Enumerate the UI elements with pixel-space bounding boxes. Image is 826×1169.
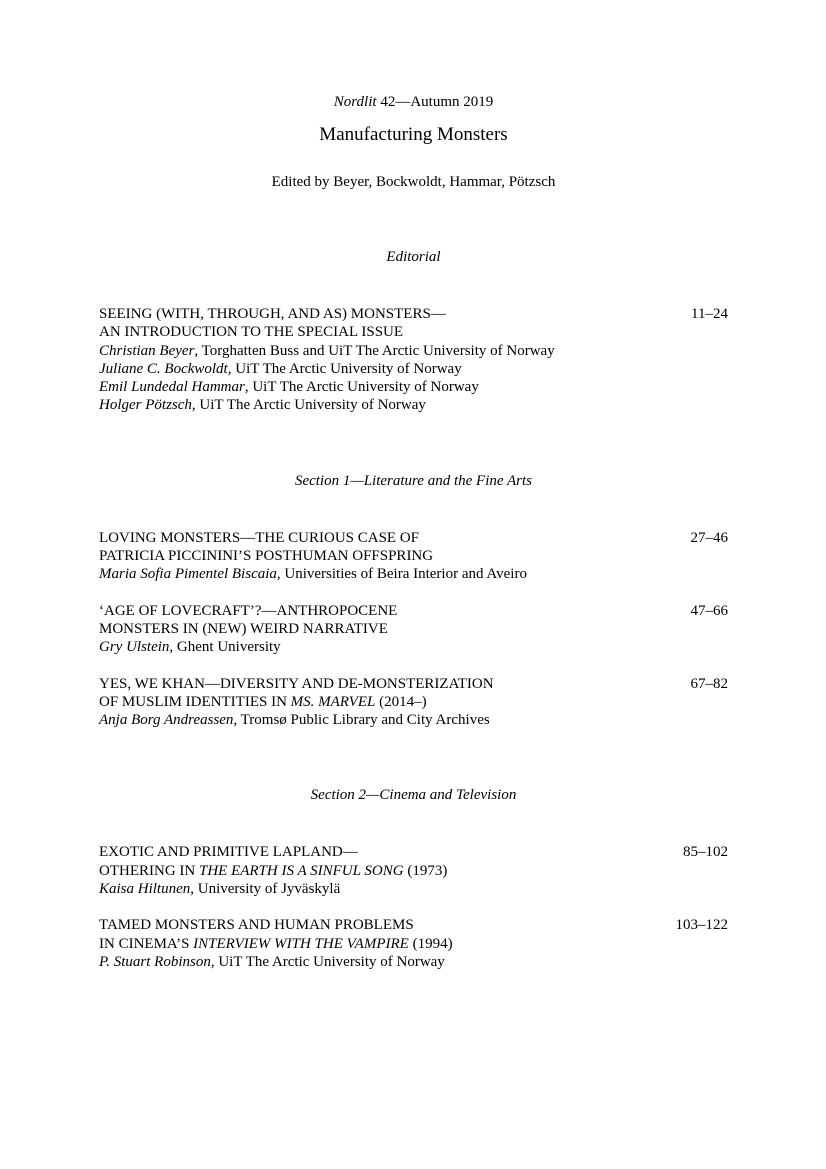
entry-main bbox=[99, 675, 679, 730]
entry-author-line bbox=[99, 360, 679, 378]
toc-sections bbox=[99, 248, 728, 971]
toc-entry bbox=[99, 916, 728, 971]
entry-page-range: 67–82 bbox=[690, 675, 728, 692]
entry-main bbox=[99, 602, 679, 657]
volume-title: Manufacturing Monsters bbox=[319, 124, 508, 145]
entry-page-range: 103–122 bbox=[675, 917, 728, 934]
entry-title bbox=[99, 529, 679, 566]
plain-text: OTHERING IN bbox=[99, 862, 199, 879]
plain-text: EXOTIC AND PRIMITIVE LAPLAND— bbox=[99, 844, 358, 861]
italic-text: P. Stuart Robinson bbox=[99, 953, 211, 970]
plain-text: OF MUSLIM IDENTITIES IN bbox=[99, 693, 291, 710]
entry-title-line bbox=[99, 620, 679, 638]
entry-title-line bbox=[99, 529, 679, 547]
italic-text: Nordlit bbox=[333, 94, 377, 110]
plain-text: (1973) bbox=[403, 862, 448, 879]
section-heading: Editorial bbox=[386, 249, 441, 265]
entry-title-line bbox=[99, 843, 671, 861]
plain-text: , Universities of Beira Interior and Aveiro bbox=[276, 566, 527, 583]
entry-title-line bbox=[99, 693, 679, 711]
plain-text: PATRICIA PICCININI’S POSTHUMAN OFFSPRING bbox=[99, 548, 434, 565]
plain-text: , Torghatten Buss and UiT The Arctic University of Norway bbox=[194, 342, 555, 359]
plain-text: , UiT The Arctic University of Norway bbox=[210, 953, 445, 970]
italic-text: Emil Lundedal Hammar bbox=[99, 379, 245, 396]
plain-text: MONSTERS IN (NEW) WEIRD NARRATIVE bbox=[99, 620, 388, 637]
entry-title bbox=[99, 916, 664, 953]
italic-text: Holger Pötzsch bbox=[99, 397, 192, 414]
italic-text: Anja Borg Andreassen bbox=[99, 712, 234, 729]
italic-text: Kaisa Hiltunen bbox=[99, 881, 191, 898]
entry-page-range: 47–66 bbox=[690, 602, 728, 619]
entry-main bbox=[99, 305, 679, 415]
italic-text: THE EARTH IS A SINFUL SONG bbox=[198, 862, 404, 879]
plain-text: , Ghent University bbox=[169, 639, 281, 656]
toc-entry bbox=[99, 529, 728, 584]
entry-title-line bbox=[99, 862, 671, 880]
page-header bbox=[99, 93, 728, 191]
plain-text: 42—Autumn 2019 bbox=[376, 94, 494, 110]
entry-title bbox=[99, 675, 679, 712]
entry-page-range: 27–46 bbox=[690, 529, 728, 546]
entry-title bbox=[99, 602, 679, 639]
entry-author-line bbox=[99, 378, 679, 396]
entry-main bbox=[99, 529, 679, 584]
entry-title-line bbox=[99, 305, 679, 323]
toc-section bbox=[99, 786, 728, 971]
entry-author-line bbox=[99, 638, 679, 656]
entry-page-range: 85–102 bbox=[683, 844, 728, 861]
toc-entry bbox=[99, 305, 728, 415]
entry-author-line bbox=[99, 565, 679, 583]
plain-text: , UiT The Arctic University of Norway bbox=[244, 379, 479, 396]
entry-title-line bbox=[99, 602, 679, 620]
italic-text: Juliane C. Bockwoldt bbox=[99, 360, 228, 377]
edited-by-line: Edited by Beyer, Bockwoldt, Hammar, Pötzsch bbox=[271, 174, 556, 190]
plain-text: , Tromsø Public Library and City Archives bbox=[233, 712, 490, 729]
entry-title bbox=[99, 843, 671, 880]
entry-title-line bbox=[99, 675, 679, 693]
italic-text: Gry Ulstein bbox=[99, 639, 170, 656]
entry-main bbox=[99, 843, 671, 898]
plain-text: YES, WE KHAN—DIVERSITY AND DE-MONSTERIZATION bbox=[99, 675, 494, 692]
plain-text: SEEING (WITH, THROUGH, AND AS) MONSTERS— bbox=[99, 306, 446, 322]
entry-author-line bbox=[99, 711, 679, 729]
plain-text: TAMED MONSTERS AND HUMAN PROBLEMS bbox=[99, 917, 414, 934]
entry-title-line bbox=[99, 547, 679, 565]
italic-text: Christian Beyer bbox=[99, 342, 195, 359]
plain-text: (1994) bbox=[408, 935, 453, 952]
plain-text: LOVING MONSTERS—THE CURIOUS CASE OF bbox=[99, 529, 420, 546]
plain-text: IN CINEMA’S bbox=[99, 935, 194, 952]
entry-author-line bbox=[99, 396, 679, 414]
entry-title-line bbox=[99, 323, 679, 341]
italic-text: INTERVIEW WITH THE VAMPIRE bbox=[193, 935, 409, 952]
plain-text: , UiT The Arctic University of Norway bbox=[191, 397, 426, 414]
entry-page-range: 11–24 bbox=[691, 306, 728, 322]
toc-section bbox=[99, 248, 728, 415]
plain-text: (2014–) bbox=[375, 693, 427, 710]
italic-text: Maria Sofia Pimentel Biscaia bbox=[99, 566, 277, 583]
toc-entry bbox=[99, 602, 728, 657]
plain-text: ‘AGE OF LOVECRAFT’?—ANTHROPOCENE bbox=[99, 602, 398, 619]
plain-text: , UiT The Arctic University of Norway bbox=[227, 360, 462, 377]
entry-title-line bbox=[99, 916, 664, 934]
plain-text: AN INTRODUCTION TO THE SPECIAL ISSUE bbox=[99, 324, 404, 341]
entry-main bbox=[99, 916, 664, 971]
entry-title bbox=[99, 305, 679, 342]
journal-issue-line bbox=[99, 93, 728, 111]
entry-title-line bbox=[99, 935, 664, 953]
toc-entry bbox=[99, 675, 728, 730]
entry-author-line bbox=[99, 342, 679, 360]
section-heading: Section 2—Cinema and Television bbox=[310, 787, 517, 804]
section-heading: Section 1—Literature and the Fine Arts bbox=[294, 472, 533, 489]
entry-author-line bbox=[99, 953, 664, 971]
toc-section bbox=[99, 472, 728, 730]
italic-text: MS. MARVEL bbox=[290, 693, 376, 710]
entry-author-line bbox=[99, 880, 671, 898]
toc-entry bbox=[99, 843, 728, 898]
plain-text: , University of Jyväskylä bbox=[190, 881, 341, 898]
